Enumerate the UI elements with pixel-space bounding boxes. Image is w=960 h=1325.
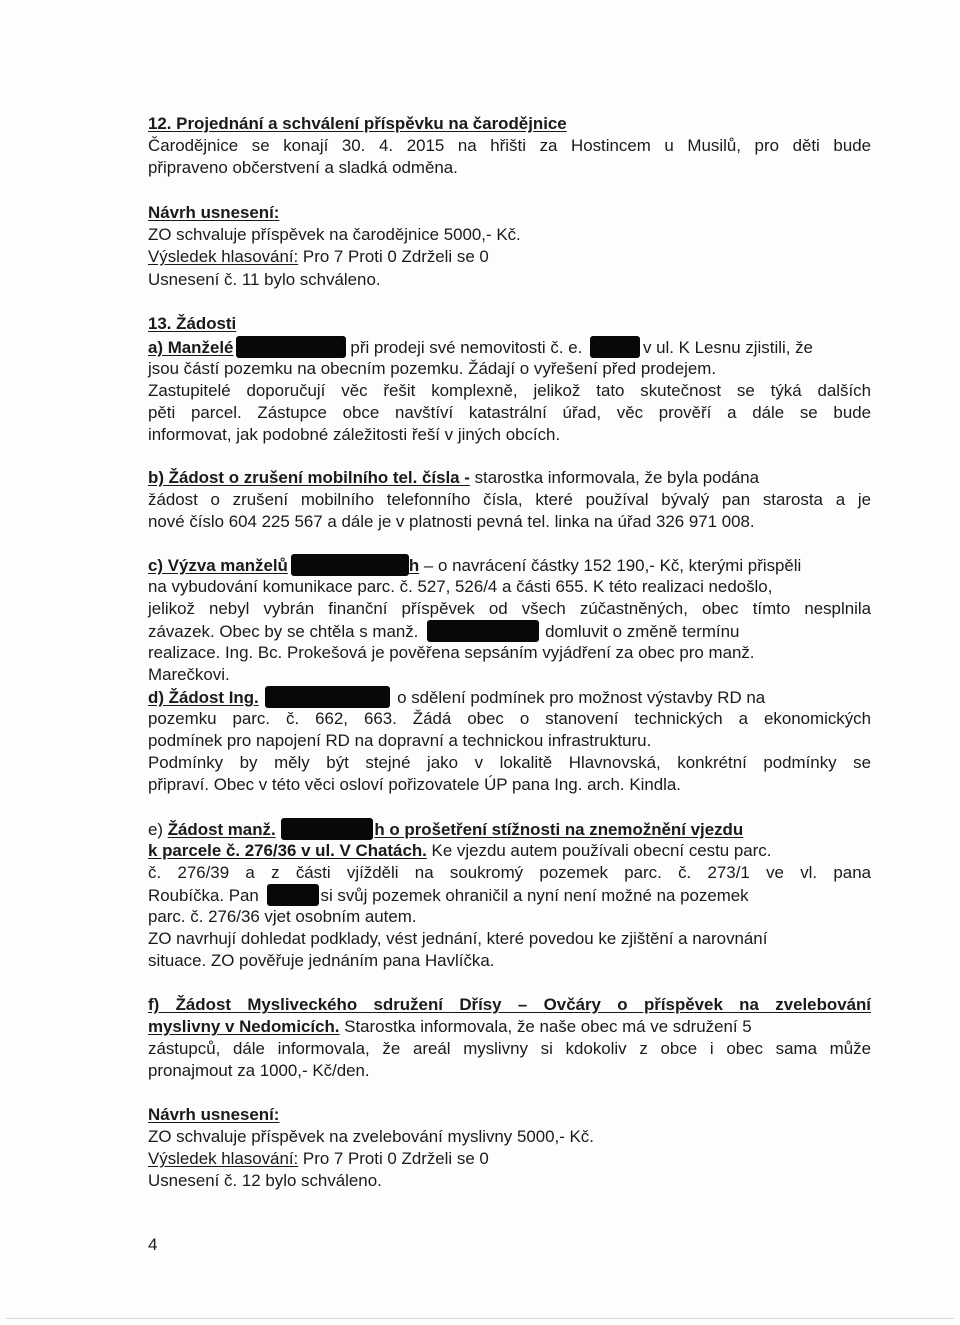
proposal-text: ZO schvaluje příspěvek na čarodějnice 5000,- Kč. bbox=[148, 225, 521, 244]
vote-label: Výsledek hlasování: bbox=[148, 247, 299, 266]
paragraph-line: zástupců, dále informovala, že areál myslivny si kdokoliv z obce i obec sama může bbox=[148, 1039, 871, 1058]
paragraph-line: pozemku parc. č. 662, 663. Žádá obec o stanovení technických a ekonomických bbox=[148, 709, 871, 728]
paragraph-line: připraví. Obec v této věci osloví pořizovatele ÚP pana Ing. arch. Kindla. bbox=[148, 775, 681, 794]
request-c-label-tail: h bbox=[408, 556, 420, 575]
paragraph-line: na vybudování komunikace parc. č. 527, 526/4 a části 655. K této realizaci nedošlo, bbox=[148, 577, 773, 596]
request-c-line bbox=[148, 554, 801, 577]
paragraph-line: situace. ZO pověřuje jednáním pana Havlíčka. bbox=[148, 951, 495, 970]
paragraph-line: připraveno občerstvení a sladká odměna. bbox=[148, 158, 458, 177]
request-c-text: – o navrácení částky 152 190,- Kč, kterými přispěli bbox=[419, 556, 802, 575]
paragraph-line: č. 276/39 a z části vjížděli na soukromý pozemek parc. č. 273/1 ve vl. pana bbox=[148, 863, 871, 882]
section-13-heading: 13. Žádosti bbox=[148, 314, 237, 333]
request-f-line bbox=[148, 1016, 752, 1038]
paragraph-line: žádost o zrušení mobilního telefonního čísla, které používal bývalý pan starosta a je bbox=[148, 490, 871, 509]
paragraph-line: pronajmout za 1000,- Kč/den. bbox=[148, 1061, 370, 1080]
paragraph-line: parc. č. 276/36 vjet osobním autem. bbox=[148, 907, 417, 926]
paragraph-line: ZO navrhují dohledat podklady, vést jednání, které povedou ke zjištění a narovnání bbox=[148, 929, 768, 948]
page-number: 4 bbox=[148, 1235, 158, 1254]
section-12-heading: 12. Projednání a schválení příspěvku na čarodějnice bbox=[148, 114, 567, 133]
redaction-block bbox=[291, 554, 409, 576]
request-e-label: Žádost manž. bbox=[167, 820, 276, 839]
request-c-text: závazek. Obec by se chtěla s manž. bbox=[148, 622, 419, 641]
request-e-line bbox=[148, 840, 771, 862]
paragraph-line: pěti parcel. Zástupce obce navštíví katastrální úřad, věc prověří a dále se bude bbox=[148, 403, 871, 422]
request-b-line bbox=[148, 467, 759, 489]
redaction-block bbox=[236, 336, 346, 358]
request-b-label: b) Žádost o zrušení mobilního tel. čísla - bbox=[148, 468, 470, 487]
paragraph-line: nové číslo 604 225 567 a dále je v platnosti pevná tel. linka na úřad 326 971 008. bbox=[148, 512, 755, 531]
request-e-line bbox=[148, 818, 743, 841]
request-d-text: o sdělení podmínek pro možnost výstavby RD na bbox=[392, 688, 766, 707]
paragraph-line: podmínek pro napojení RD na dopravní a technickou infrastrukturu. bbox=[148, 731, 652, 750]
request-a-line bbox=[148, 336, 813, 359]
vote-result bbox=[148, 1148, 489, 1170]
request-d-line bbox=[148, 686, 765, 709]
request-e-label: h o prošetření stížnosti na znemožnění vjezdu bbox=[374, 820, 744, 839]
request-c-label: c) Výzva manželů bbox=[148, 556, 288, 575]
request-f-text: Starostka informovala, že naše obec má ve sdružení 5 bbox=[339, 1017, 752, 1036]
request-a-label: a) Manželé bbox=[148, 338, 234, 357]
request-f-label: f) Žádost Mysliveckého sdružení Dřísy – Ovčáry o příspěvek na zvelebování bbox=[148, 995, 871, 1014]
vote-result bbox=[148, 246, 489, 268]
redaction-block bbox=[265, 686, 390, 708]
request-d-label: d) Žádost Ing. bbox=[148, 688, 259, 707]
resolution-text: Usnesení č. 11 bylo schváleno. bbox=[148, 270, 381, 289]
proposal-text: ZO schvaluje příspěvek na zvelebování myslivny 5000,- Kč. bbox=[148, 1127, 594, 1146]
redaction-block bbox=[267, 884, 319, 906]
paragraph-line: Zastupitelé doporučují věc řešit komplexně, jelikož tato skutečnost se týká dalších bbox=[148, 381, 871, 400]
request-a-text: při prodeji své nemovitosti č. e. bbox=[350, 338, 583, 357]
vote-label: Výsledek hlasování: bbox=[148, 1149, 299, 1168]
paragraph-line: Čarodějnice se konají 30. 4. 2015 na hřišti za Hostincem u Musilů, pro děti bude bbox=[148, 136, 871, 155]
paragraph-line: jelikož nebyl vybrán finanční příspěvek od všech zúčastněných, obec tímto nesplnila bbox=[148, 599, 871, 618]
paragraph-line bbox=[148, 620, 739, 643]
paragraph-line: Podmínky by měly být stejné jako v lokalitě Hlavnovská, konkrétní podmínky se bbox=[148, 753, 871, 772]
request-e-label: k parcele č. 276/36 v ul. V Chatách. bbox=[148, 841, 427, 860]
redaction-block bbox=[427, 620, 539, 642]
redaction-block bbox=[590, 336, 640, 358]
paragraph-line: realizace. Ing. Bc. Prokešová je pověřena sepsáním vyjádření za obec pro manž. bbox=[148, 643, 755, 662]
request-b-text: starostka informovala, že byla podána bbox=[469, 468, 760, 487]
redaction-block bbox=[281, 818, 373, 840]
request-a-text: v ul. K Lesnu zjistili, že bbox=[643, 338, 813, 357]
request-e-text: Roubíčka. Pan bbox=[148, 886, 259, 905]
paragraph-line bbox=[148, 884, 749, 907]
vote-text: Pro 7 Proti 0 Zdrželi se 0 bbox=[298, 247, 489, 266]
resolution-text: Usnesení č. 12 bylo schváleno. bbox=[148, 1171, 382, 1190]
request-c-text: domluvit o změně termínu bbox=[545, 622, 740, 641]
paragraph-line: informovat, jak podobné záležitosti řeší v jiných obcích. bbox=[148, 425, 561, 444]
request-e-text: si svůj pozemek ohraničil a nyní není možné na pozemek bbox=[320, 886, 749, 905]
paragraph-line: Marečkovi. bbox=[148, 665, 230, 684]
request-f-label: myslivny v Nedomicích. bbox=[148, 1017, 340, 1036]
vote-text: Pro 7 Proti 0 Zdrželi se 0 bbox=[298, 1149, 489, 1168]
request-e-text: Ke vjezdu autem používali obecní cestu parc. bbox=[426, 841, 772, 860]
request-e-prefix: e) bbox=[148, 820, 168, 839]
scan-edge-line bbox=[6, 1318, 954, 1319]
proposal-label: Návrh usnesení: bbox=[148, 203, 280, 222]
paragraph-line: jsou částí pozemku na obecním pozemku. Žádají o vyřešení před prodejem. bbox=[148, 359, 717, 378]
proposal-label: Návrh usnesení: bbox=[148, 1105, 280, 1124]
